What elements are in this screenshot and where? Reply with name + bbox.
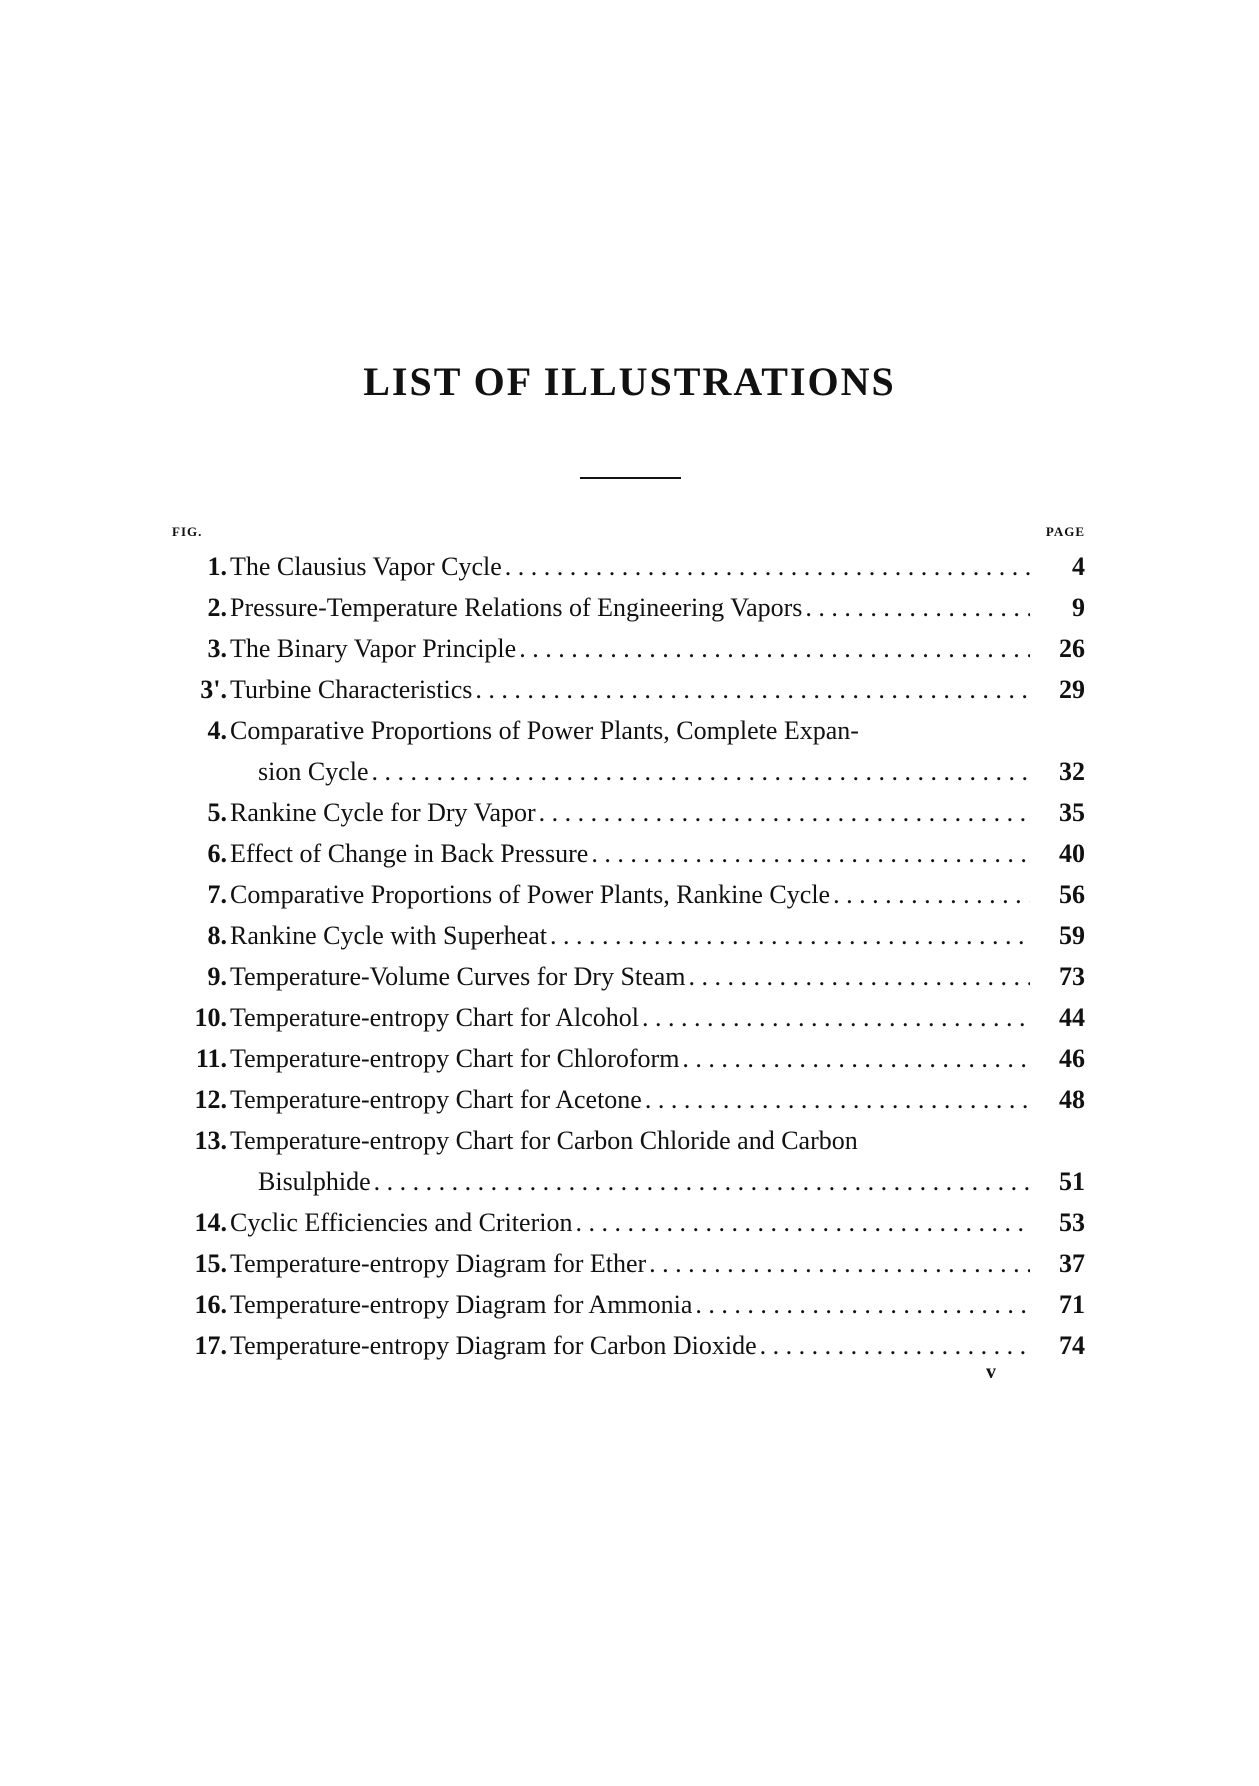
figure-number: 6. xyxy=(207,839,227,868)
dot-leader xyxy=(550,915,1030,956)
figure-title-line xyxy=(230,628,1030,669)
figure-number: 9. xyxy=(207,962,227,991)
figure-title xyxy=(230,546,1030,587)
figure-title xyxy=(230,1325,1030,1366)
figure-title-text: Rankine Cycle for Dry Vapor xyxy=(230,798,536,827)
figure-title-text: Temperature-entropy Chart for Alcohol xyxy=(230,1003,639,1032)
list-item xyxy=(172,546,1085,587)
figure-number: 2. xyxy=(207,593,227,622)
dot-leader xyxy=(519,628,1030,669)
figure-number: 3. xyxy=(207,634,227,663)
dot-leader xyxy=(760,1325,1030,1366)
figure-title-line xyxy=(230,997,1030,1038)
figure-title xyxy=(230,1284,1030,1325)
figure-title xyxy=(230,1120,1030,1202)
figure-number: 14. xyxy=(194,1208,227,1237)
figure-title xyxy=(230,833,1030,874)
figure-title xyxy=(230,1038,1030,1079)
figure-title-line xyxy=(230,1161,1030,1202)
figure-number: 13. xyxy=(194,1126,227,1155)
figure-number: 17. xyxy=(194,1331,227,1360)
dot-leader xyxy=(682,1038,1030,1079)
figure-title xyxy=(230,915,1030,956)
figure-title-text: Temperature-entropy Chart for Chloroform xyxy=(230,1044,680,1073)
page-number: 53 xyxy=(1059,1208,1085,1237)
figure-title xyxy=(230,956,1030,997)
page-number: 4 xyxy=(1072,552,1085,581)
list-item xyxy=(172,669,1085,710)
dot-leader xyxy=(575,1202,1030,1243)
page-number: 73 xyxy=(1059,962,1085,991)
figure-title-line xyxy=(230,956,1030,997)
figure-title-text: Temperature-entropy Chart for Carbon Chloride and Carbon xyxy=(230,1126,858,1155)
figure-title-line xyxy=(230,833,1030,874)
page-folio: v xyxy=(986,1361,996,1383)
figure-number: 4. xyxy=(207,716,227,745)
dot-leader xyxy=(591,833,1030,874)
figure-title-text: Turbine Characteristics xyxy=(230,675,473,704)
figure-title-line xyxy=(230,710,1030,751)
list-item xyxy=(172,1284,1085,1325)
figure-number: 15. xyxy=(194,1249,227,1278)
figure-title-text: Pressure-Temperature Relations of Engineering Vapors xyxy=(230,593,803,622)
figure-title xyxy=(230,1202,1030,1243)
figure-title-text: sion Cycle xyxy=(258,757,369,786)
figure-title xyxy=(230,669,1030,710)
figure-title xyxy=(230,710,1030,792)
figure-title-line xyxy=(230,587,1030,628)
dot-leader xyxy=(649,1243,1030,1284)
figure-title-line xyxy=(230,1202,1030,1243)
figure-number: 10. xyxy=(194,1003,227,1032)
page-column-head: PAGE xyxy=(1045,524,1085,539)
list-item xyxy=(172,1120,1085,1202)
list-item xyxy=(172,628,1085,669)
list-item xyxy=(172,833,1085,874)
list-item xyxy=(172,956,1085,997)
dot-leader xyxy=(833,874,1030,915)
list-item xyxy=(172,1038,1085,1079)
figure-number: 11. xyxy=(195,1044,227,1073)
figure-title-line xyxy=(230,1243,1030,1284)
illustration-list xyxy=(172,546,1085,1366)
page-number: 59 xyxy=(1059,921,1085,950)
figure-title-text: Temperature-entropy Diagram for Ether xyxy=(230,1249,647,1278)
column-heads xyxy=(172,524,1085,542)
figure-title-line xyxy=(230,874,1030,915)
figure-title-text: Comparative Proportions of Power Plants, Complete Expan- xyxy=(230,716,859,745)
page-number: 35 xyxy=(1059,798,1085,827)
dot-leader xyxy=(374,1161,1030,1202)
figure-number: 7. xyxy=(207,880,227,909)
dot-leader xyxy=(372,751,1031,792)
figure-title-text: Effect of Change in Back Pressure xyxy=(230,839,589,868)
figure-title xyxy=(230,1079,1030,1120)
figure-title xyxy=(230,997,1030,1038)
dot-leader xyxy=(688,956,1030,997)
figure-title-line xyxy=(230,1120,1030,1161)
dot-leader xyxy=(805,587,1030,628)
figure-title xyxy=(230,1243,1030,1284)
figure-title-line xyxy=(230,792,1030,833)
list-item xyxy=(172,792,1085,833)
figure-title-line xyxy=(230,1038,1030,1079)
page-number: 51 xyxy=(1059,1167,1085,1196)
list-item xyxy=(172,1243,1085,1284)
figure-title xyxy=(230,587,1030,628)
dot-leader xyxy=(539,792,1030,833)
list-item xyxy=(172,997,1085,1038)
page-number: 48 xyxy=(1059,1085,1085,1114)
figure-number: 5. xyxy=(207,798,227,827)
dot-leader xyxy=(642,997,1030,1038)
dot-leader xyxy=(645,1079,1030,1120)
figure-number: 8. xyxy=(207,921,227,950)
figure-number: 3'. xyxy=(200,675,227,704)
figure-title-line xyxy=(230,669,1030,710)
page-number: 40 xyxy=(1059,839,1085,868)
dot-leader xyxy=(505,546,1030,587)
figure-title-text: The Binary Vapor Principle xyxy=(230,634,517,663)
figure-title-line xyxy=(230,1325,1030,1366)
figure-number: 1. xyxy=(207,552,227,581)
list-item xyxy=(172,1325,1085,1366)
figure-title-text: The Clausius Vapor Cycle xyxy=(230,552,502,581)
figure-title-text: Bisulphide xyxy=(258,1167,371,1196)
title-rule xyxy=(580,477,681,479)
figure-title-text: Comparative Proportions of Power Plants, Rankine Cycle xyxy=(230,880,831,909)
figure-title-text: Rankine Cycle with Superheat xyxy=(230,921,547,950)
page-number: 71 xyxy=(1059,1290,1085,1319)
page-number: 74 xyxy=(1059,1331,1085,1360)
figure-number: 12. xyxy=(194,1085,227,1114)
page-number: 29 xyxy=(1059,675,1085,704)
page-number: 37 xyxy=(1059,1249,1085,1278)
list-item xyxy=(172,710,1085,792)
figure-title-text: Cyclic Efficiencies and Criterion xyxy=(230,1208,573,1237)
list-item xyxy=(172,1202,1085,1243)
figure-title-line xyxy=(230,751,1030,792)
page-number: 46 xyxy=(1059,1044,1085,1073)
dot-leader xyxy=(475,669,1030,710)
page-number: 26 xyxy=(1059,634,1085,663)
figure-title-line xyxy=(230,1079,1030,1120)
figure-title-line xyxy=(230,915,1030,956)
list-item xyxy=(172,874,1085,915)
figure-number: 16. xyxy=(194,1290,227,1319)
figure-title-text: Temperature-entropy Diagram for Ammonia xyxy=(230,1290,693,1319)
page-number: 9 xyxy=(1072,593,1085,622)
figure-title-line xyxy=(230,1284,1030,1325)
page-number: 44 xyxy=(1059,1003,1085,1032)
figure-title xyxy=(230,628,1030,669)
figure-title xyxy=(230,792,1030,833)
list-item xyxy=(172,1079,1085,1120)
page-title: LIST OF ILLUSTRATIONS xyxy=(363,359,896,404)
figure-title-text: Temperature-Volume Curves for Dry Steam xyxy=(230,962,686,991)
figure-title-line xyxy=(230,546,1030,587)
figure-title-text: Temperature-entropy Diagram for Carbon Dioxide xyxy=(230,1331,757,1360)
page-number: 32 xyxy=(1059,757,1085,786)
list-item xyxy=(172,915,1085,956)
fig-column-head: FIG. xyxy=(172,524,203,539)
list-item xyxy=(172,587,1085,628)
figure-title-text: Temperature-entropy Chart for Acetone xyxy=(230,1085,642,1114)
dot-leader xyxy=(695,1284,1030,1325)
page-number: 56 xyxy=(1059,880,1085,909)
figure-title xyxy=(230,874,1030,915)
